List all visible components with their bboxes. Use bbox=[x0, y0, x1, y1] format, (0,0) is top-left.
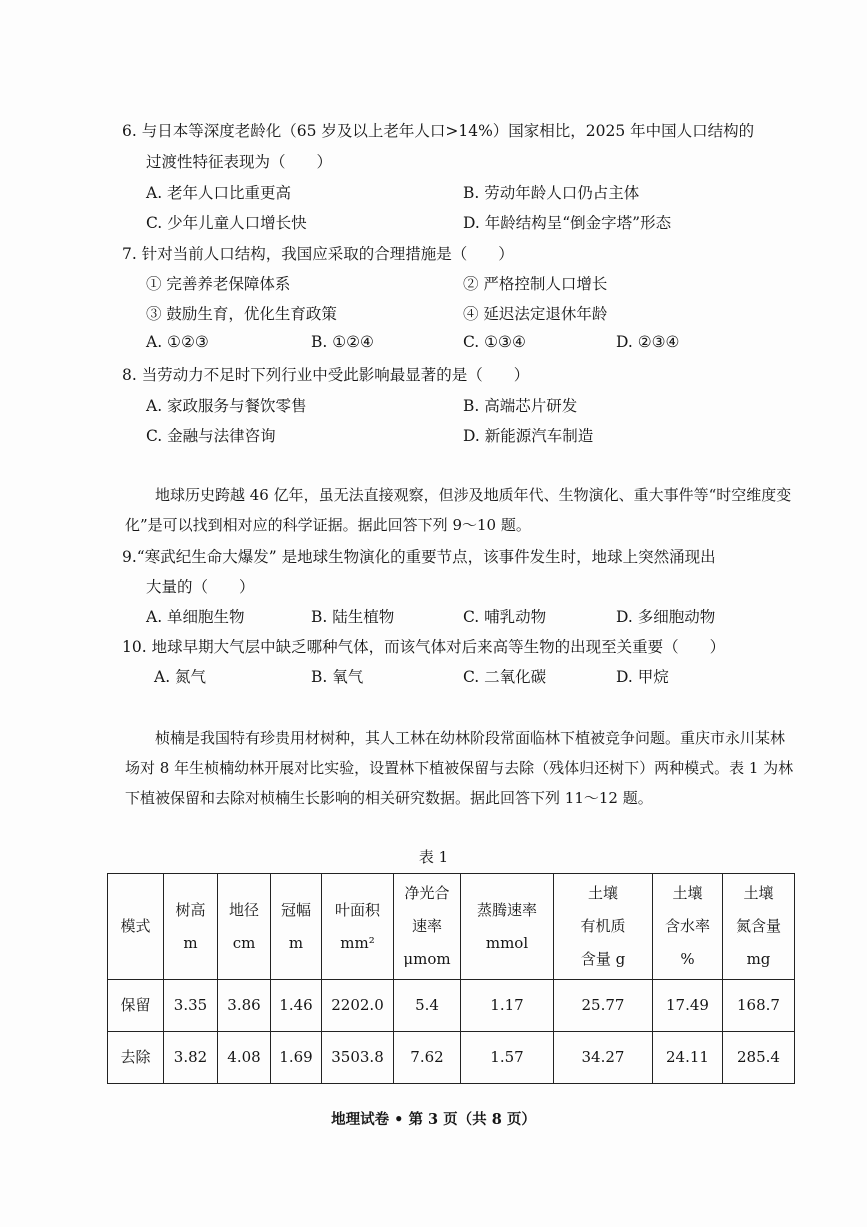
table-cell: 1.17 bbox=[461, 980, 554, 1032]
q8-option-c: C. 金融与法律咨询 bbox=[146, 427, 276, 445]
table-cell: 3.35 bbox=[164, 980, 218, 1032]
q9-stem-line1: 9.“寒武纪生命大爆发” 是地球生物演化的重要节点，该事件发生时，地球上突然涌现出 bbox=[122, 548, 716, 566]
table-cell: 2202.0 bbox=[322, 980, 394, 1032]
q10-option-d: D. 甲烷 bbox=[616, 668, 669, 686]
header-cell: 叶面积 mm² bbox=[322, 874, 394, 980]
q7-statement-2: ② 严格控制人口增长 bbox=[463, 275, 608, 293]
table-cell: 保留 bbox=[108, 980, 164, 1032]
table-cell: 7.62 bbox=[394, 1032, 461, 1084]
table-caption: 表 1 bbox=[418, 848, 449, 866]
q7-stem: 7. 针对当前人口结构，我国应采取的合理措施是（ ） bbox=[122, 245, 514, 263]
header-cell: 冠幅 m bbox=[271, 874, 322, 980]
header-cell: 净光合 速率 μmom bbox=[394, 874, 461, 980]
q9-option-d: D. 多细胞动物 bbox=[616, 608, 716, 626]
q6-option-d: D. 年龄结构呈“倒金字塔”形态 bbox=[463, 214, 672, 232]
q8-option-d: D. 新能源汽车制造 bbox=[463, 427, 594, 445]
q9-option-c: C. 哺乳动物 bbox=[463, 608, 547, 626]
q7-statement-1: ① 完善养老保障体系 bbox=[146, 275, 291, 293]
table-cell: 1.57 bbox=[461, 1032, 554, 1084]
table-cell: 17.49 bbox=[653, 980, 723, 1032]
q7-statement-4: ④ 延迟法定退休年龄 bbox=[463, 305, 608, 323]
q7-option-b: B. ①②④ bbox=[311, 333, 374, 351]
table-cell: 1.69 bbox=[271, 1032, 322, 1084]
q6-option-b: B. 劳动年龄人口仍占主体 bbox=[463, 184, 640, 202]
table-header-row bbox=[108, 874, 795, 980]
q8-option-b: B. 高端芯片研发 bbox=[463, 397, 578, 415]
table-cell: 5.4 bbox=[394, 980, 461, 1032]
table-cell: 3.82 bbox=[164, 1032, 218, 1084]
q10-option-c: C. 二氧化碳 bbox=[463, 668, 547, 686]
header-cell: 土壤 含水率 % bbox=[653, 874, 723, 980]
header-cell: 土壤 氮含量 mg bbox=[723, 874, 795, 980]
q8-stem: 8. 当劳动力不足时下列行业中受此影响最显著的是（ ） bbox=[122, 366, 530, 384]
table-cell: 3.86 bbox=[218, 980, 271, 1032]
table-row bbox=[108, 1032, 795, 1084]
header-cell: 土壤 有机质 含量 g bbox=[554, 874, 653, 980]
table-cell: 168.7 bbox=[723, 980, 795, 1032]
header-cell: 地径 cm bbox=[218, 874, 271, 980]
q8-option-a: A. 家政服务与餐饮零售 bbox=[146, 397, 307, 415]
intro-9-10: 地球历史跨越 46 亿年，虽无法直接观察，但涉及地质年代、生物演化、重大事件等“时空维度变化”是可以找到相对应的科学证据。据此回答下列 9～10 题。 bbox=[125, 486, 792, 534]
q9-stem-line2: 大量的（ ） bbox=[146, 578, 255, 596]
q6-option-c: C. 少年儿童人口增长快 bbox=[146, 214, 307, 232]
header-cell: 树高 m bbox=[164, 874, 218, 980]
q10-stem: 10. 地球早期大气层中缺乏哪种气体，而该气体对后来高等生物的出现至关重要（ ） bbox=[122, 638, 726, 656]
table-cell: 1.46 bbox=[271, 980, 322, 1032]
q6-stem-line2: 过渡性特征表现为（ ） bbox=[146, 153, 333, 171]
q7-statement-3: ③ 鼓励生育，优化生育政策 bbox=[146, 305, 337, 323]
table-cell: 24.11 bbox=[653, 1032, 723, 1084]
table-cell: 去除 bbox=[108, 1032, 164, 1084]
table-cell: 3503.8 bbox=[322, 1032, 394, 1084]
table-cell: 4.08 bbox=[218, 1032, 271, 1084]
q7-option-a: A. ①②③ bbox=[146, 333, 209, 351]
q9-option-a: A. 单细胞生物 bbox=[146, 608, 245, 626]
table-cell: 285.4 bbox=[723, 1032, 795, 1084]
data-table bbox=[107, 873, 795, 1084]
q10-option-b: B. 氧气 bbox=[311, 668, 364, 686]
q6-option-a: A. 老年人口比重更高 bbox=[146, 184, 292, 202]
q9-option-b: B. 陆生植物 bbox=[311, 608, 395, 626]
table-cell: 34.27 bbox=[554, 1032, 653, 1084]
table-row bbox=[108, 980, 795, 1032]
table-cell: 25.77 bbox=[554, 980, 653, 1032]
q6-stem-line1: 6. 与日本等深度老龄化（65 岁及以上老年人口>14%）国家相比，2025 年中国人口结构的 bbox=[122, 122, 755, 140]
page-footer: 地理试卷 • 第 3 页（共 8 页） bbox=[331, 1111, 536, 1128]
q10-option-a: A. 氮气 bbox=[154, 668, 207, 686]
q7-option-c: C. ①③④ bbox=[463, 333, 526, 351]
q7-option-d: D. ②③④ bbox=[616, 333, 680, 351]
intro-11-12: 桢楠是我国特有珍贵用材树种，其人工林在幼林阶段常面临林下植被竞争问题。重庆市永川某林场对 8 年生桢楠幼林开展对比实验，设置林下植被保留与去除（残体归还树下）两种模式。表 1 为林下植被保留和去除对桢楠生长影响的相关研究数据。据此回答下列 11～12 题。 bbox=[125, 729, 794, 807]
header-cell: 蒸腾速率 mmol bbox=[461, 874, 554, 980]
header-cell: 模式 bbox=[108, 874, 164, 980]
